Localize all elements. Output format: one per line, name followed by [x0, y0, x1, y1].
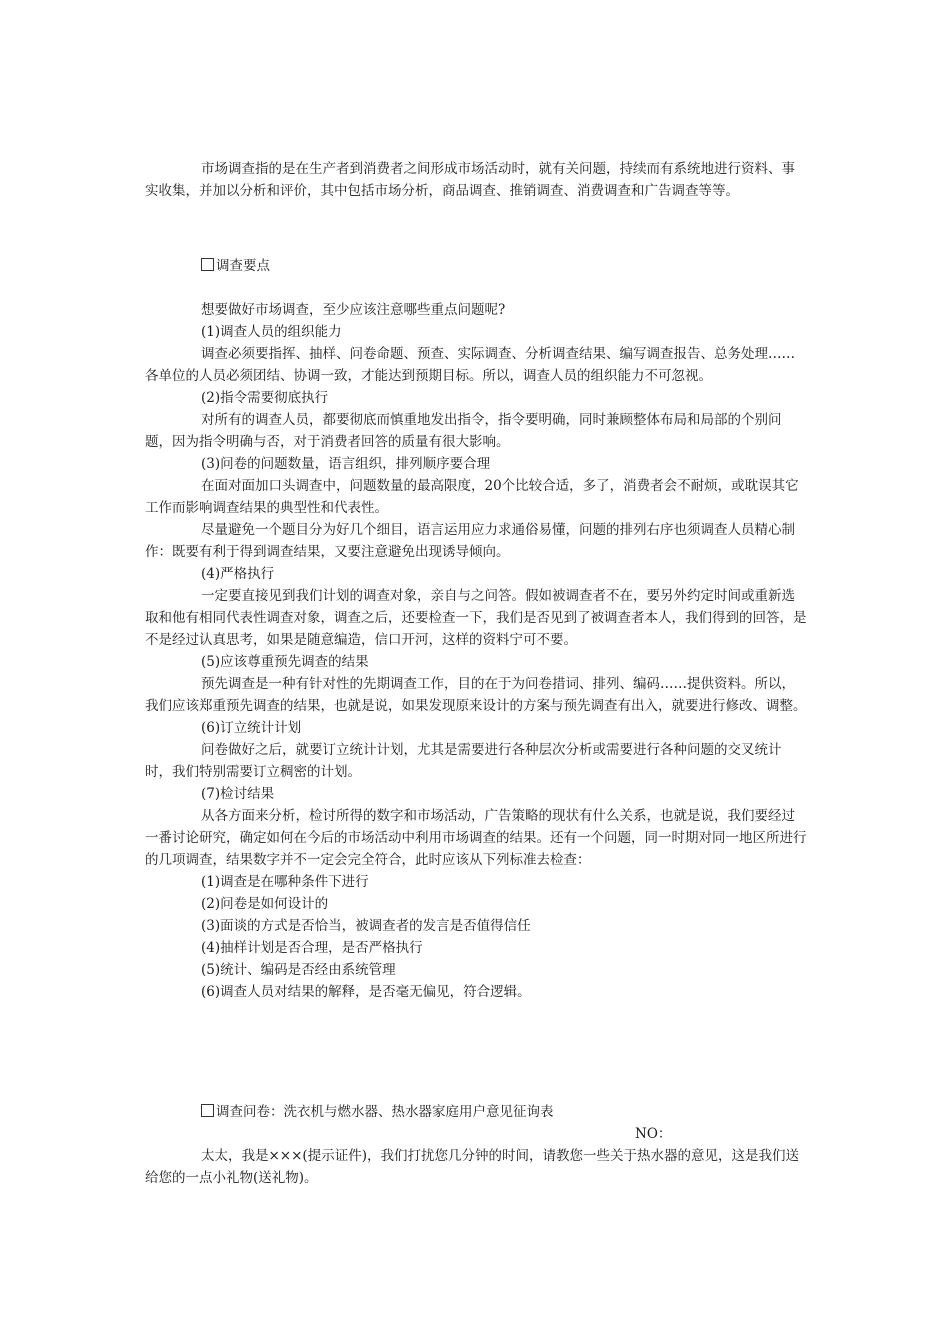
checklist-item: (2)问卷是如何设计的 [201, 896, 329, 912]
item-paragraph: 调查必须要指挥、抽样、问卷命题、预查、实际调查、分析调查结果、编写调查报告、总务处理……各单位的人员必须团结、协调一致，才能达到预期目标。所以，调查人员的组织能力不可忽视。 [145, 346, 795, 384]
item-heading: (6)订立统计计划 [201, 720, 302, 736]
checklist-item: (5)统计、编码是否经由系统管理 [201, 962, 396, 978]
section1-content [145, 299, 807, 1003]
section1-block [145, 255, 807, 277]
item-paragraph: 从各方面来分析，检讨所得的数字和市场活动，广告策略的现状有什么关系，也就是说，我们要经过一番讨论研究，确定如何在今后的市场活动中利用市场调查的结果。还有一个问题，同一时期对同一地区所进行的几项调查，结果数字并不一定会完全符合，此时应该从下列标准去检查： [145, 808, 807, 868]
checkbox-square-icon [201, 258, 214, 271]
item-heading: (4)严格执行 [201, 566, 275, 582]
section1-lead: 想要做好市场调查，至少应该注意哪些重点问题呢? [201, 302, 506, 318]
item-paragraph: 对所有的调查人员，都要彻底而慎重地发出指令，指令要明确，同时兼顾整体布局和局部的个别问题，因为指令明确与否，对于消费者回答的质量有很大影响。 [145, 412, 782, 450]
section1-heading [145, 255, 807, 277]
item-heading: (7)检讨结果 [201, 786, 275, 802]
checklist-item: (3)面谈的方式是否恰当，被调查者的发言是否值得信任 [201, 918, 531, 934]
item-paragraph: 尽量避免一个题目分为好几个细目，语言运用应力求通俗易懂，问题的排列右序也须调查人员精心制作：既要有利于得到调查结果，又要注意避免出现诱导倾向。 [145, 522, 795, 560]
section2-title: 调查问卷：洗衣机与燃水器、热水器家庭用户意见征询表 [216, 1104, 554, 1120]
section2-heading [145, 1101, 807, 1123]
item-paragraph: 预先调查是一种有针对性的先期调查工作，目的在于为问卷措词、排列、编码……提供资料。所以，我们应该郑重预先调查的结果，也就是说，如果发现原来设计的方案与预先调查有出入，就要进行修改、调整。 [145, 676, 807, 714]
section2-block [145, 1101, 807, 1189]
intro-paragraph: 市场调查指的是在生产者到消费者之间形成市场活动时，就有关问题，持续而有系统地进行资料、事实收集，并加以分析和评价，其中包括市场分析，商品调查、推销调查、消费调查和广告调查等等。 [145, 161, 795, 199]
checklist-item: (1)调查是在哪种条件下进行 [201, 874, 369, 890]
checklist-item: (4)抽样计划是否合理，是否严格执行 [201, 940, 423, 956]
item-heading: (3)问卷的问题数量，语言组织，排列顺序要合理 [201, 456, 491, 472]
item-heading: (2)指令需要彻底执行 [201, 390, 329, 406]
checkbox-square-icon [201, 1104, 214, 1117]
greeting-paragraph: 太太，我是×××(提示证件)，我们打扰您几分钟的时间，请教您一些关于热水器的意见，这是我们送给您的一点小礼物(送礼物)。 [145, 1148, 799, 1186]
checklist-item: (6)调查人员对结果的解释，是否毫无偏见，符合逻辑。 [201, 984, 531, 1000]
item-heading: (5)应该尊重预先调查的结果 [201, 654, 369, 670]
questionnaire-number-label: NO： [635, 1126, 672, 1142]
section1-title: 调查要点 [216, 258, 270, 274]
item-paragraph: 在面对面加口头调查中，问题数量的最高限度，20个比较合适，多了，消费者会不耐烦，或耽误其它工作而影响调查结果的典型性和代表性。 [145, 478, 799, 516]
item-paragraph: 一定要直接见到我们计划的调查对象，亲自与之问答。假如被调查者不在，要另外约定时间或重新选取和他有相同代表性调查对象，调查之后，还要检查一下，我们是否见到了被调查者本人，我们得到的回答，是不是经过认真思考，如果是随意编造，信口开河，这样的资料宁可不要。 [145, 588, 807, 648]
intro-block [145, 158, 807, 202]
item-paragraph: 问卷做好之后，就要订立统计计划，尤其是需要进行各种层次分析或需要进行各种问题的交叉统计时，我们特别需要订立稠密的计划。 [145, 742, 782, 780]
item-heading: (1)调查人员的组织能力 [201, 324, 342, 340]
